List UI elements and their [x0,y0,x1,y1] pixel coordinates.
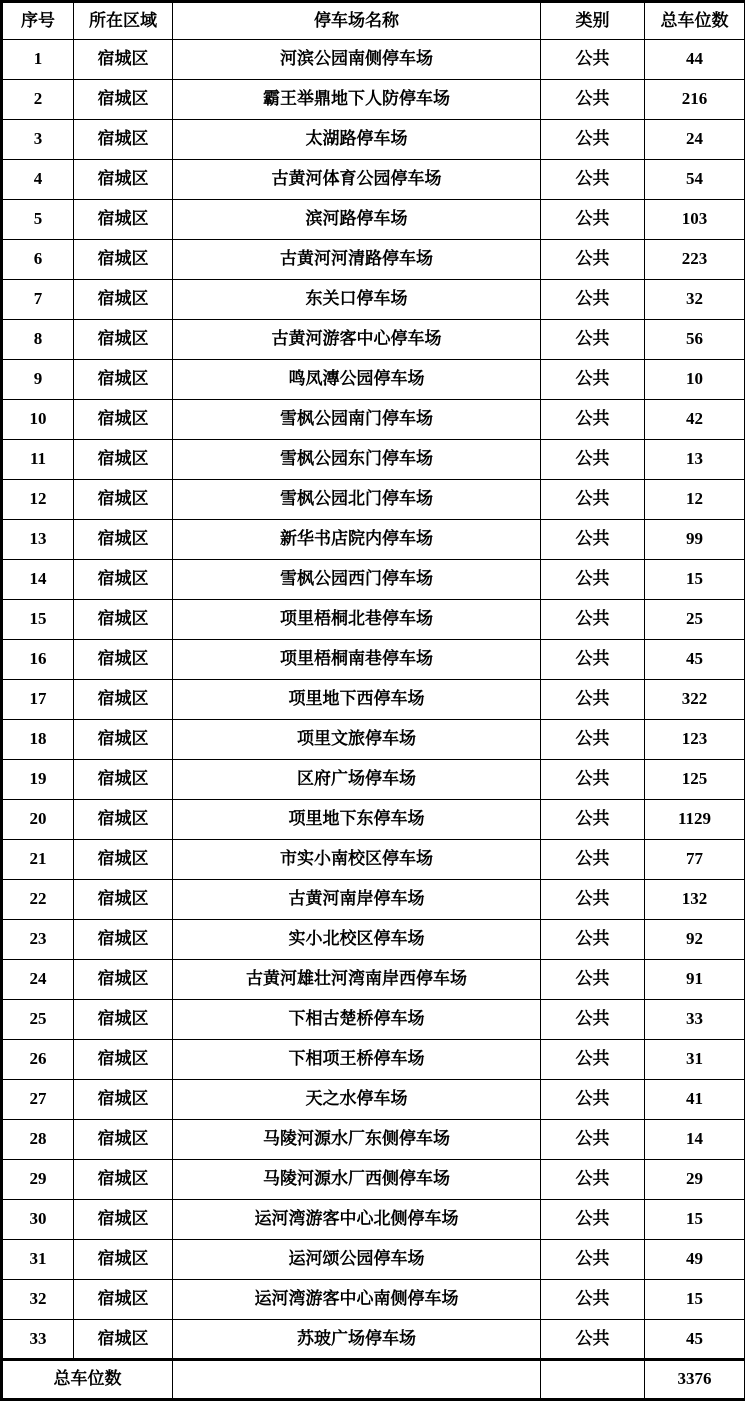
parking-name-cell: 古黄河南岸停车场 [173,880,541,920]
row-number-cell: 18 [2,720,74,760]
row-number-cell: 4 [2,160,74,200]
spaces-cell: 49 [645,1240,745,1280]
parking-name-cell: 滨河路停车场 [173,200,541,240]
row-number-cell: 27 [2,1080,74,1120]
row-number-cell: 30 [2,1200,74,1240]
parking-name-cell: 项里地下东停车场 [173,800,541,840]
category-cell: 公共 [541,280,645,320]
spaces-cell: 15 [645,1280,745,1320]
table-row [2,400,745,440]
category-cell: 公共 [541,80,645,120]
parking-name-cell: 古黄河河清路停车场 [173,240,541,280]
category-cell: 公共 [541,360,645,400]
table-row [2,1200,745,1240]
table-row [2,120,745,160]
category-cell: 公共 [541,200,645,240]
district-cell: 宿城区 [74,920,173,960]
district-cell: 宿城区 [74,1000,173,1040]
spaces-cell: 125 [645,760,745,800]
table-row [2,960,745,1000]
category-cell: 公共 [541,320,645,360]
spaces-cell: 31 [645,1040,745,1080]
table-row [2,600,745,640]
table-body [2,40,745,1360]
spaces-cell: 42 [645,400,745,440]
table-row [2,240,745,280]
row-number-cell: 19 [2,760,74,800]
footer-empty-category-cell [541,1360,645,1400]
district-cell: 宿城区 [74,880,173,920]
parking-name-cell: 太湖路停车场 [173,120,541,160]
row-number-cell: 15 [2,600,74,640]
parking-name-cell: 雪枫公园南门停车场 [173,400,541,440]
table-row [2,40,745,80]
spaces-cell: 103 [645,200,745,240]
spaces-cell: 25 [645,600,745,640]
row-number-cell: 13 [2,520,74,560]
row-number-cell: 22 [2,880,74,920]
footer-empty-name-cell [173,1360,541,1400]
table-row [2,560,745,600]
table-row [2,280,745,320]
row-number-cell: 12 [2,480,74,520]
spaces-cell: 41 [645,1080,745,1120]
district-cell: 宿城区 [74,1240,173,1280]
category-cell: 公共 [541,1320,645,1360]
table-row [2,1240,745,1280]
district-cell: 宿城区 [74,400,173,440]
district-cell: 宿城区 [74,600,173,640]
row-number-cell: 2 [2,80,74,120]
category-cell: 公共 [541,920,645,960]
district-cell: 宿城区 [74,840,173,880]
row-number-cell: 23 [2,920,74,960]
spaces-cell: 33 [645,1000,745,1040]
category-cell: 公共 [541,880,645,920]
row-number-cell: 10 [2,400,74,440]
district-cell: 宿城区 [74,1120,173,1160]
row-number-cell: 25 [2,1000,74,1040]
spaces-cell: 45 [645,1320,745,1360]
spaces-cell: 216 [645,80,745,120]
parking-name-cell: 新华书店院内停车场 [173,520,541,560]
spaces-cell: 1129 [645,800,745,840]
table-row [2,480,745,520]
row-number-cell: 7 [2,280,74,320]
parking-name-cell: 项里梧桐南巷停车场 [173,640,541,680]
table-row [2,160,745,200]
district-cell: 宿城区 [74,1160,173,1200]
table-row [2,840,745,880]
column-header-category: 类别 [541,2,645,40]
footer-total-value: 3376 [645,1360,745,1400]
district-cell: 宿城区 [74,760,173,800]
parking-name-cell: 雪枫公园北门停车场 [173,480,541,520]
category-cell: 公共 [541,440,645,480]
category-cell: 公共 [541,760,645,800]
district-cell: 宿城区 [74,240,173,280]
spaces-cell: 132 [645,880,745,920]
district-cell: 宿城区 [74,40,173,80]
parking-name-cell: 项里地下西停车场 [173,680,541,720]
row-number-cell: 14 [2,560,74,600]
category-cell: 公共 [541,1280,645,1320]
spaces-cell: 223 [645,240,745,280]
spaces-cell: 15 [645,560,745,600]
district-cell: 宿城区 [74,1040,173,1080]
category-cell: 公共 [541,1160,645,1200]
district-cell: 宿城区 [74,80,173,120]
parking-name-cell: 市实小南校区停车场 [173,840,541,880]
parking-name-cell: 古黄河体育公园停车场 [173,160,541,200]
parking-name-cell: 项里文旅停车场 [173,720,541,760]
column-header-name: 停车场名称 [173,2,541,40]
district-cell: 宿城区 [74,480,173,520]
district-cell: 宿城区 [74,720,173,760]
spaces-cell: 29 [645,1160,745,1200]
row-number-cell: 3 [2,120,74,160]
spaces-cell: 10 [645,360,745,400]
spaces-cell: 91 [645,960,745,1000]
table-row [2,440,745,480]
district-cell: 宿城区 [74,520,173,560]
parking-name-cell: 马陵河源水厂西侧停车场 [173,1160,541,1200]
district-cell: 宿城区 [74,1280,173,1320]
spaces-cell: 77 [645,840,745,880]
district-cell: 宿城区 [74,280,173,320]
column-header-spaces: 总车位数 [645,2,745,40]
parking-name-cell: 天之水停车场 [173,1080,541,1120]
category-cell: 公共 [541,680,645,720]
category-cell: 公共 [541,840,645,880]
category-cell: 公共 [541,1000,645,1040]
category-cell: 公共 [541,1240,645,1280]
row-number-cell: 1 [2,40,74,80]
parking-name-cell: 区府广场停车场 [173,760,541,800]
parking-name-cell: 霸王举鼎地下人防停车场 [173,80,541,120]
parking-name-cell: 运河颂公园停车场 [173,1240,541,1280]
district-cell: 宿城区 [74,960,173,1000]
parking-name-cell: 雪枫公园东门停车场 [173,440,541,480]
category-cell: 公共 [541,520,645,560]
row-number-cell: 20 [2,800,74,840]
district-cell: 宿城区 [74,1080,173,1120]
parking-name-cell: 项里梧桐北巷停车场 [173,600,541,640]
category-cell: 公共 [541,560,645,600]
spaces-cell: 12 [645,480,745,520]
column-header-no: 序号 [2,2,74,40]
table-row [2,640,745,680]
parking-name-cell: 实小北校区停车场 [173,920,541,960]
parking-name-cell: 运河湾游客中心南侧停车场 [173,1280,541,1320]
table-row [2,1160,745,1200]
spaces-cell: 56 [645,320,745,360]
table-footer [2,1360,745,1400]
district-cell: 宿城区 [74,200,173,240]
header-row [2,2,745,40]
table-row [2,1080,745,1120]
parking-name-cell: 古黄河游客中心停车场 [173,320,541,360]
spaces-cell: 45 [645,640,745,680]
table-row [2,760,745,800]
district-cell: 宿城区 [74,360,173,400]
spaces-cell: 322 [645,680,745,720]
district-cell: 宿城区 [74,320,173,360]
category-cell: 公共 [541,160,645,200]
table-row [2,1280,745,1320]
row-number-cell: 32 [2,1280,74,1320]
table-row [2,920,745,960]
footer-row [2,1360,745,1400]
category-cell: 公共 [541,640,645,680]
parking-name-cell: 古黄河雄壮河湾南岸西停车场 [173,960,541,1000]
table-row [2,720,745,760]
parking-name-cell: 下相古楚桥停车场 [173,1000,541,1040]
table-row [2,1040,745,1080]
district-cell: 宿城区 [74,640,173,680]
spaces-cell: 14 [645,1120,745,1160]
table-row [2,80,745,120]
district-cell: 宿城区 [74,440,173,480]
category-cell: 公共 [541,1080,645,1120]
row-number-cell: 29 [2,1160,74,1200]
row-number-cell: 9 [2,360,74,400]
district-cell: 宿城区 [74,560,173,600]
district-cell: 宿城区 [74,800,173,840]
row-number-cell: 11 [2,440,74,480]
parking-name-cell: 雪枫公园西门停车场 [173,560,541,600]
category-cell: 公共 [541,960,645,1000]
row-number-cell: 24 [2,960,74,1000]
footer-total-label: 总车位数 [2,1360,173,1400]
category-cell: 公共 [541,1200,645,1240]
parking-name-cell: 下相项王桥停车场 [173,1040,541,1080]
table-row [2,1120,745,1160]
table-row [2,520,745,560]
table-row [2,200,745,240]
category-cell: 公共 [541,40,645,80]
parking-name-cell: 马陵河源水厂东侧停车场 [173,1120,541,1160]
category-cell: 公共 [541,480,645,520]
row-number-cell: 17 [2,680,74,720]
district-cell: 宿城区 [74,1320,173,1360]
spaces-cell: 15 [645,1200,745,1240]
spaces-cell: 99 [645,520,745,560]
row-number-cell: 6 [2,240,74,280]
district-cell: 宿城区 [74,680,173,720]
row-number-cell: 26 [2,1040,74,1080]
category-cell: 公共 [541,1120,645,1160]
row-number-cell: 21 [2,840,74,880]
table-row [2,800,745,840]
row-number-cell: 8 [2,320,74,360]
table-row [2,320,745,360]
category-cell: 公共 [541,1040,645,1080]
district-cell: 宿城区 [74,1200,173,1240]
spaces-cell: 32 [645,280,745,320]
parking-name-cell: 苏玻广场停车场 [173,1320,541,1360]
category-cell: 公共 [541,120,645,160]
row-number-cell: 28 [2,1120,74,1160]
district-cell: 宿城区 [74,120,173,160]
district-cell: 宿城区 [74,160,173,200]
row-number-cell: 31 [2,1240,74,1280]
table-row [2,680,745,720]
category-cell: 公共 [541,240,645,280]
spaces-cell: 24 [645,120,745,160]
row-number-cell: 5 [2,200,74,240]
column-header-district: 所在区域 [74,2,173,40]
parking-name-cell: 河滨公园南侧停车场 [173,40,541,80]
spaces-cell: 92 [645,920,745,960]
spaces-cell: 44 [645,40,745,80]
table-row [2,880,745,920]
spaces-cell: 54 [645,160,745,200]
table-row [2,1320,745,1360]
table-header [2,2,745,40]
parking-name-cell: 鸣凤漙公园停车场 [173,360,541,400]
parking-name-cell: 东关口停车场 [173,280,541,320]
table-row [2,1000,745,1040]
spaces-cell: 13 [645,440,745,480]
parking-name-cell: 运河湾游客中心北侧停车场 [173,1200,541,1240]
category-cell: 公共 [541,600,645,640]
row-number-cell: 16 [2,640,74,680]
row-number-cell: 33 [2,1320,74,1360]
category-cell: 公共 [541,720,645,760]
category-cell: 公共 [541,400,645,440]
category-cell: 公共 [541,800,645,840]
table-row [2,360,745,400]
spaces-cell: 123 [645,720,745,760]
